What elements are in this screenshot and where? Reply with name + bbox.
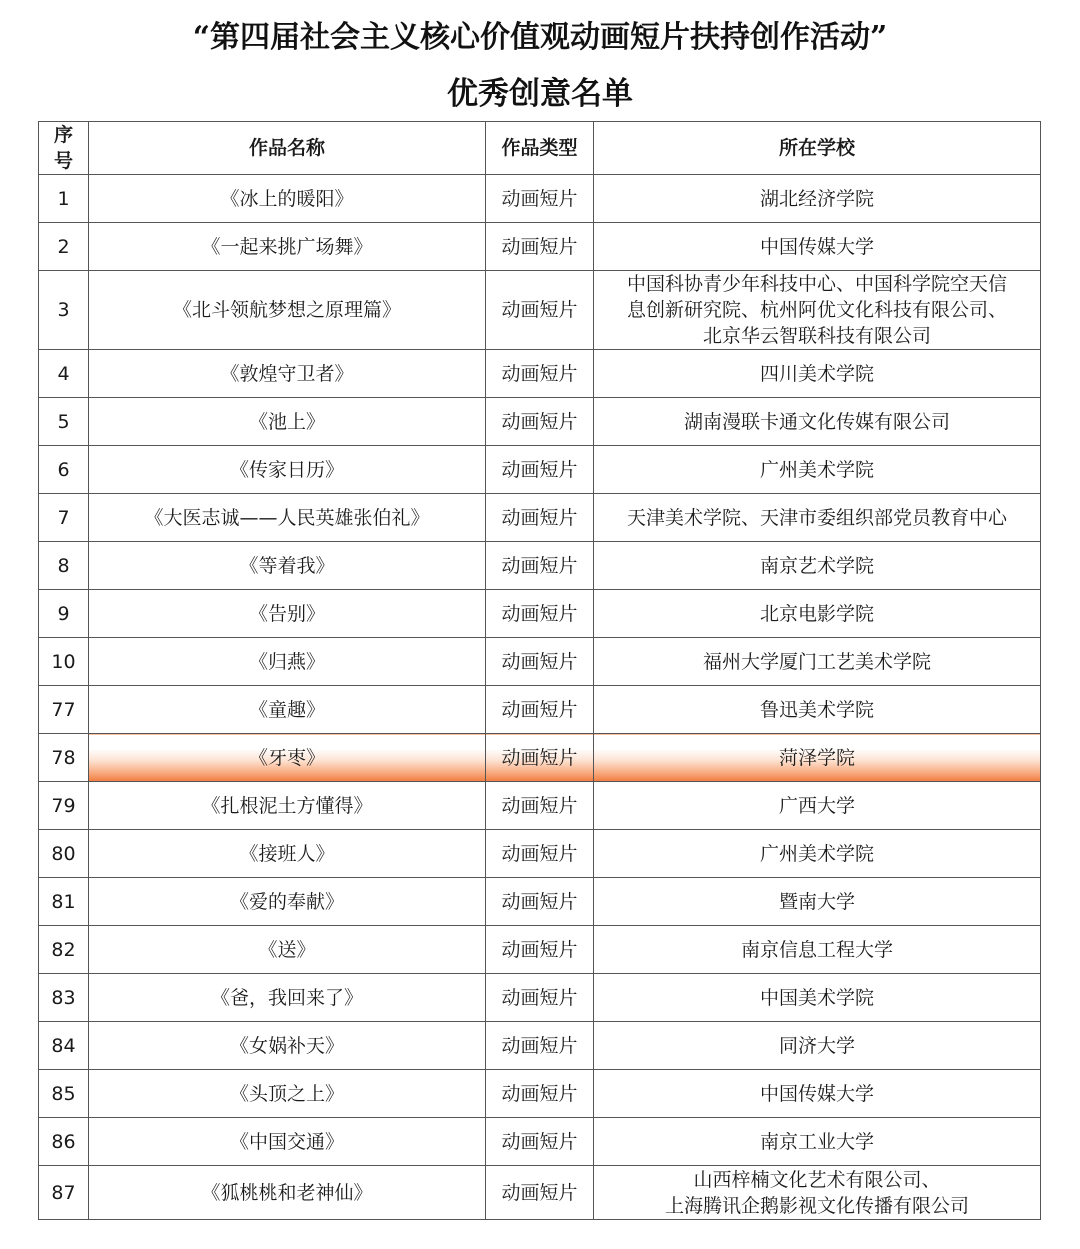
- cell-school: [594, 1070, 1041, 1118]
- cell-number: 4: [39, 350, 89, 398]
- school-line: 北京电影学院: [759, 602, 874, 625]
- school-line: 中国美术学院: [759, 986, 874, 1009]
- school-line: 息创新研究院、杭州阿优文化科技有限公司、: [626, 299, 1007, 321]
- table-row: [39, 175, 1041, 223]
- cell-work-type: 动画短片: [486, 974, 594, 1022]
- cell-work-type: 动画短片: [486, 542, 594, 590]
- cell-work-name: 《扎根泥土方懂得》: [89, 782, 486, 830]
- cell-work-name: 《爸，我回来了》: [89, 974, 486, 1022]
- cell-work-name: 《冰上的暖阳》: [89, 175, 486, 223]
- cell-school: [594, 782, 1041, 830]
- cell-school: [594, 1022, 1041, 1070]
- cell-number: 1: [39, 175, 89, 223]
- cell-work-type: 动画短片: [486, 734, 594, 782]
- table-row: [39, 446, 1041, 494]
- cell-work-type: 动画短片: [486, 271, 594, 350]
- cell-number: 9: [39, 590, 89, 638]
- table-row: [39, 878, 1041, 926]
- table-row: [39, 926, 1041, 974]
- school-line: 广西大学: [778, 794, 855, 817]
- cell-work-type: 动画短片: [486, 446, 594, 494]
- cell-work-name: 《头顶之上》: [89, 1070, 486, 1118]
- school-line: 山西梓楠文化艺术有限公司、: [693, 1168, 941, 1191]
- cell-number: 5: [39, 398, 89, 446]
- school-line: 南京工业大学: [759, 1130, 874, 1153]
- cell-work-name: 《狐桃桃和老神仙》: [89, 1166, 486, 1220]
- cell-work-name: 《敦煌守卫者》: [89, 350, 486, 398]
- cell-number: 10: [39, 638, 89, 686]
- header-work-type: 作品类型: [486, 122, 594, 175]
- cell-work-type: 动画短片: [486, 223, 594, 271]
- cell-number: 8: [39, 542, 89, 590]
- table-row: [39, 974, 1041, 1022]
- school-line: 南京艺术学院: [759, 554, 874, 577]
- cell-work-name: 《童趣》: [89, 686, 486, 734]
- table-row: [39, 223, 1041, 271]
- cell-work-type: 动画短片: [486, 878, 594, 926]
- cell-work-name: 《归燕》: [89, 638, 486, 686]
- cell-work-type: 动画短片: [486, 350, 594, 398]
- cell-work-type: 动画短片: [486, 398, 594, 446]
- school-line: 鲁迅美术学院: [759, 698, 874, 721]
- table-row: [39, 590, 1041, 638]
- table-row: [39, 1166, 1041, 1220]
- cell-school: [594, 830, 1041, 878]
- cell-work-name: 《等着我》: [89, 542, 486, 590]
- cell-number: 85: [39, 1070, 89, 1118]
- cell-work-type: 动画短片: [486, 494, 594, 542]
- cell-number: 3: [39, 271, 89, 350]
- cell-school: [594, 1118, 1041, 1166]
- school-line: 中国传媒大学: [759, 1082, 874, 1105]
- cell-school: [594, 734, 1041, 782]
- school-line: 南京信息工程大学: [740, 938, 893, 961]
- cell-work-name: 《女娲补天》: [89, 1022, 486, 1070]
- cell-school: [594, 638, 1041, 686]
- cell-work-name: 《爱的奉献》: [89, 878, 486, 926]
- header-number-label: 序号: [53, 124, 73, 172]
- cell-work-type: 动画短片: [486, 1166, 594, 1220]
- cell-number: 77: [39, 686, 89, 734]
- cell-school: [594, 494, 1041, 542]
- table-row: [39, 1118, 1041, 1166]
- cell-work-name: 《北斗领航梦想之原理篇》: [89, 271, 486, 350]
- header-school: 所在学校: [594, 122, 1041, 175]
- school-line: 菏泽学院: [778, 746, 855, 769]
- table-row: [39, 271, 1041, 350]
- cell-work-name: 《大医志诚——人民英雄张伯礼》: [89, 494, 486, 542]
- cell-school: [594, 878, 1041, 926]
- cell-work-type: 动画短片: [486, 1070, 594, 1118]
- cell-number: 81: [39, 878, 89, 926]
- cell-school: [594, 398, 1041, 446]
- cell-school: [594, 542, 1041, 590]
- cell-number: 82: [39, 926, 89, 974]
- cell-work-type: 动画短片: [486, 782, 594, 830]
- table-row: [39, 1070, 1041, 1118]
- school-line: 北京华云智联科技有限公司: [702, 325, 931, 347]
- cell-work-type: 动画短片: [486, 1118, 594, 1166]
- school-line: 四川美术学院: [759, 362, 874, 385]
- cell-work-type: 动画短片: [486, 1022, 594, 1070]
- cell-work-type: 动画短片: [486, 926, 594, 974]
- header-work-name: 作品名称: [89, 122, 486, 175]
- school-line: 上海腾讯企鹅影视文化传播有限公司: [664, 1194, 969, 1217]
- cell-work-name: 《一起来挑广场舞》: [89, 223, 486, 271]
- cell-work-name: 《送》: [89, 926, 486, 974]
- cell-school: [594, 590, 1041, 638]
- cell-work-name: 《池上》: [89, 398, 486, 446]
- school-line: 湖北经济学院: [759, 187, 874, 210]
- cell-school: [594, 223, 1041, 271]
- school-line: 同济大学: [778, 1034, 855, 1057]
- cell-work-name: 《告别》: [89, 590, 486, 638]
- cell-number: 83: [39, 974, 89, 1022]
- table-body: [39, 175, 1041, 1220]
- cell-work-type: 动画短片: [486, 175, 594, 223]
- cell-work-type: 动画短片: [486, 830, 594, 878]
- table-row: [39, 782, 1041, 830]
- table-header-row: [39, 122, 1041, 175]
- cell-number: 79: [39, 782, 89, 830]
- cell-number: 7: [39, 494, 89, 542]
- cell-number: 84: [39, 1022, 89, 1070]
- cell-school: [594, 271, 1041, 350]
- school-line: 广州美术学院: [759, 458, 874, 481]
- cell-school: [594, 446, 1041, 494]
- header-number: [39, 122, 89, 175]
- cell-work-name: 《中国交通》: [89, 1118, 486, 1166]
- cell-school: [594, 926, 1041, 974]
- cell-school: [594, 974, 1041, 1022]
- cell-work-type: 动画短片: [486, 638, 594, 686]
- cell-work-name: 《接班人》: [89, 830, 486, 878]
- table-row: [39, 542, 1041, 590]
- school-line: 福州大学厦门工艺美术学院: [702, 650, 931, 673]
- cell-number: 87: [39, 1166, 89, 1220]
- table-row: [39, 734, 1041, 782]
- document-title: “第四届社会主义核心价值观动画短片扶持创作活动”: [192, 20, 888, 55]
- cell-number: 2: [39, 223, 89, 271]
- school-line: 湖南漫联卡通文化传媒有限公司: [683, 410, 950, 433]
- document-subtitle: 优秀创意名单: [447, 76, 633, 112]
- table-row: [39, 398, 1041, 446]
- cell-work-type: 动画短片: [486, 686, 594, 734]
- table-row: [39, 686, 1041, 734]
- cell-work-name: 《牙枣》: [89, 734, 486, 782]
- cell-number: 78: [39, 734, 89, 782]
- cell-school: [594, 175, 1041, 223]
- cell-number: 6: [39, 446, 89, 494]
- table-row: [39, 638, 1041, 686]
- table-row: [39, 830, 1041, 878]
- school-line: 广州美术学院: [759, 842, 874, 865]
- cell-work-type: 动画短片: [486, 590, 594, 638]
- winners-table: [38, 121, 1041, 1220]
- school-line: 天津美术学院、天津市委组织部党员教育中心: [626, 506, 1007, 529]
- school-line: 中国科协青少年科技中心、中国科学院空天信: [626, 273, 1007, 295]
- school-line: 暨南大学: [778, 890, 855, 913]
- cell-school: [594, 686, 1041, 734]
- table-row: [39, 1022, 1041, 1070]
- table-row: [39, 350, 1041, 398]
- cell-school: [594, 1166, 1041, 1220]
- cell-work-name: 《传家日历》: [89, 446, 486, 494]
- cell-number: 86: [39, 1118, 89, 1166]
- school-line: 中国传媒大学: [759, 235, 874, 258]
- cell-school: [594, 350, 1041, 398]
- table-row: [39, 494, 1041, 542]
- cell-number: 80: [39, 830, 89, 878]
